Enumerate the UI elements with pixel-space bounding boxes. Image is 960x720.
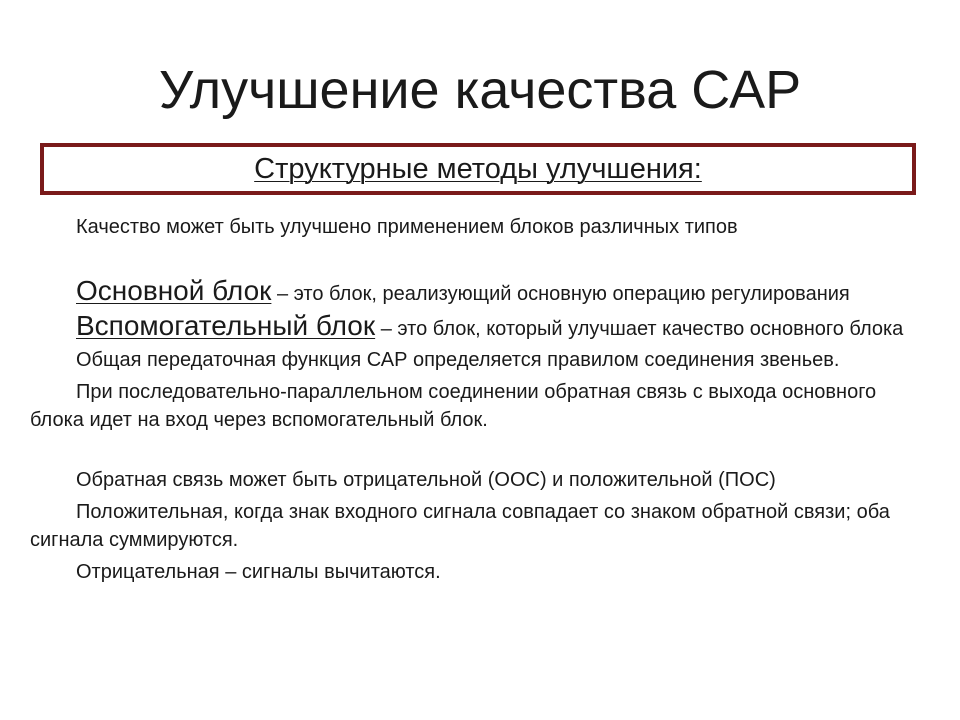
definition-aux-block: – это блок, который улучшает качество основного блока	[375, 318, 904, 340]
paragraph-positive-feedback: Положительная, когда знак входного сигнала совпадает со знаком обратной связи; оба сигнала суммируются.	[30, 501, 890, 551]
definition-main-block: – это блок, реализующий основную операцию регулирования	[271, 283, 850, 305]
paragraph-aux-block	[30, 311, 910, 344]
paragraph-feedback-types: Обратная связь может быть отрицательной (ООС) и положительной (ПОС)	[76, 469, 776, 491]
term-aux-block: Вспомогательный блок	[76, 310, 376, 341]
slide-body	[30, 214, 910, 586]
paragraph-main-block	[30, 276, 910, 309]
term-main-block: Основной блок	[76, 275, 272, 306]
paragraph-transfer-function: Общая передаточная функция САР определяется правилом соединения звеньев.	[76, 349, 840, 371]
paragraph-intro: Качество может быть улучшено применением блоков различных типов	[76, 216, 738, 238]
paragraph-serial-parallel: При последовательно-параллельном соединении обратная связь с выхода основного блока идет на вход через вспомогательный блок.	[30, 381, 877, 431]
subtitle-frame	[40, 143, 916, 195]
paragraph-negative-feedback: Отрицательная – сигналы вычитаются.	[76, 561, 441, 583]
slide-title: Улучшение качества САР	[158, 60, 802, 120]
subtitle-text: Структурные методы улучшения:	[254, 153, 702, 185]
